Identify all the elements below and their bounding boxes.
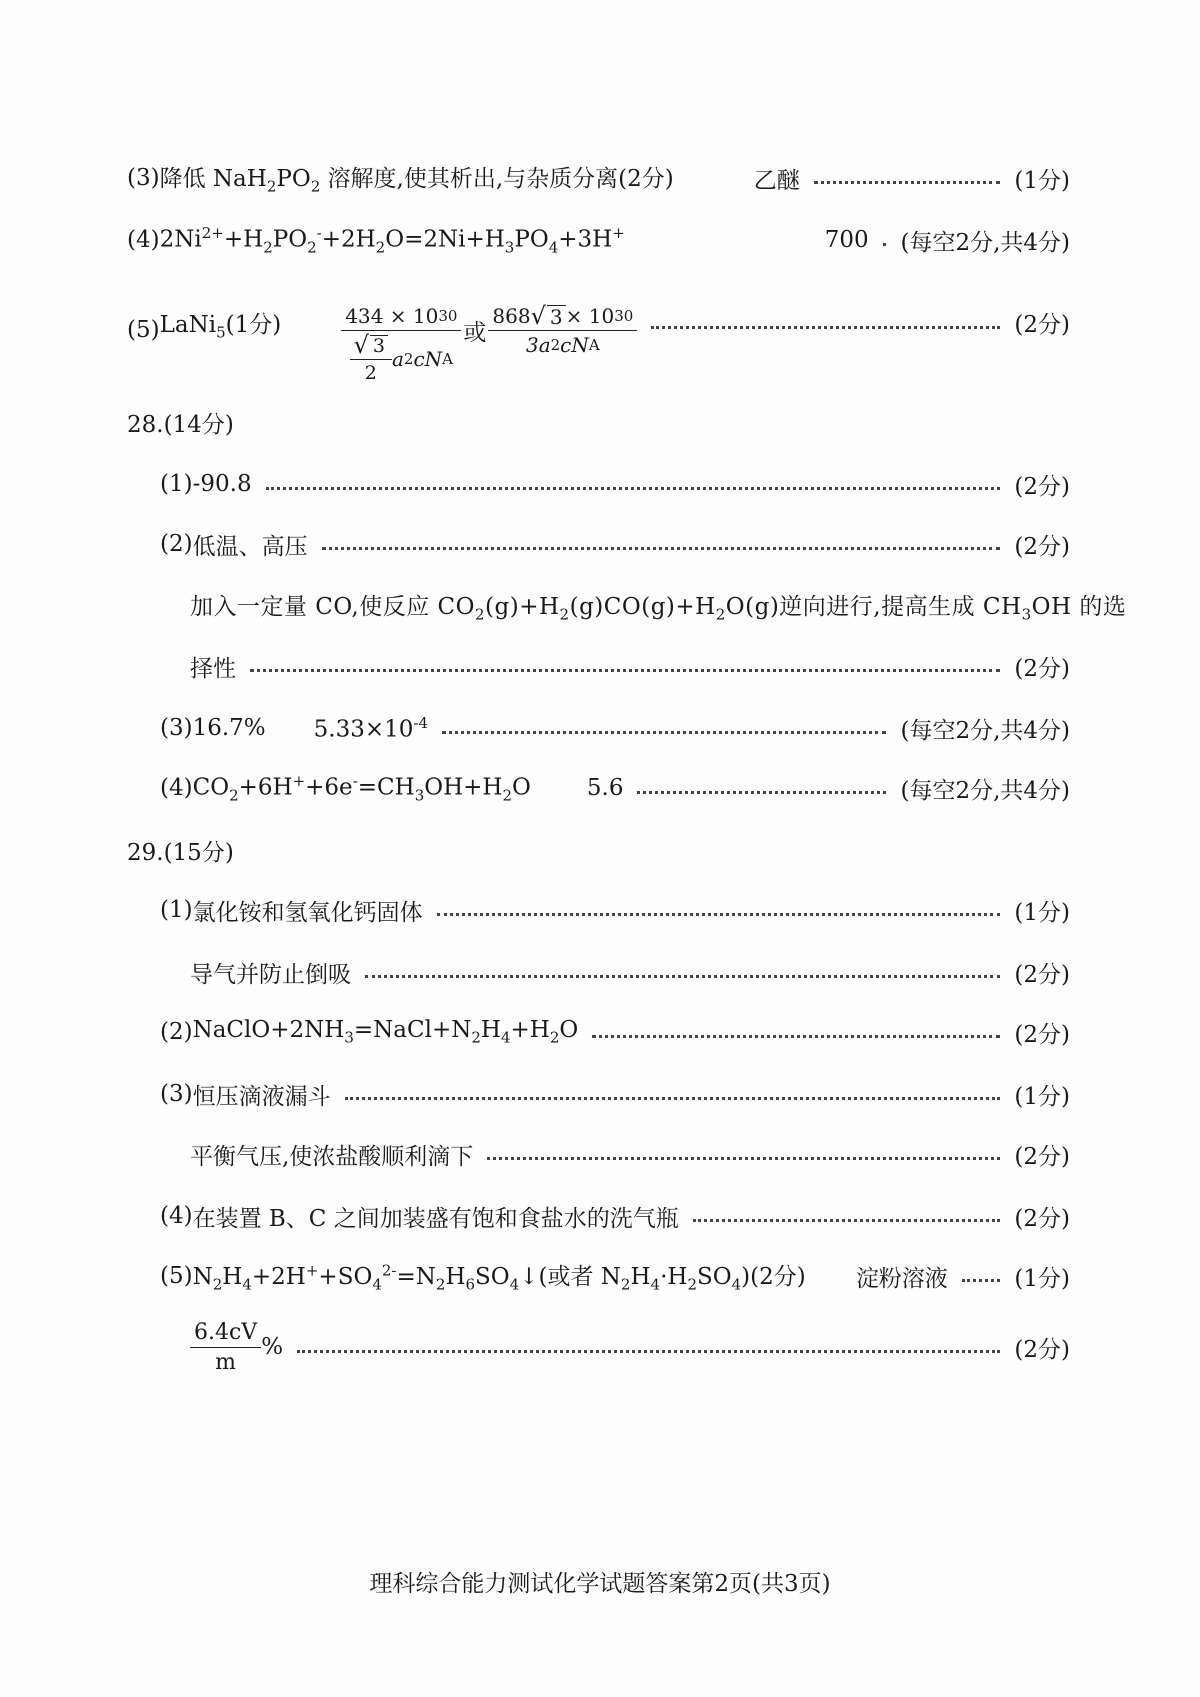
q28-part2-explanation: 加入一定量 CO,使反应 $CO_2(g)+H_2(g)CO(g)+H_2O(g)$逆向进行,提高生成 $CH_3OH$ 的选 — [190, 594, 1127, 624]
q29-part3b: 平衡气压,使浓盐酸顺利滴下 (2分) — [190, 1143, 1070, 1170]
answer-text: 700 — [824, 227, 869, 253]
score: (每空2分,共4分) — [900, 229, 1070, 256]
purity-fraction: $\frac{6.4cV}{m}$ — [190, 1320, 261, 1375]
part-label: (3) — [127, 165, 160, 191]
q28-part1: (1) -90.8 (2分) — [160, 471, 1070, 500]
leader-dots — [814, 181, 1001, 184]
q29-part4: (4) 在装置 B、C 之间加装盛有饱和食盐水的洗气瓶 (2分) — [160, 1203, 1070, 1232]
q27-part5: (5) LaNi$_5$(1分) 434 × 10 30 √ 3 2 a 2 cN A 或 868 √ 3 × 10 30 3a 2 cN A (2分) — [127, 301, 1070, 384]
q29-part3: (3) 恒压滴液漏斗 (1分) — [160, 1081, 1070, 1110]
q28-part3: (3) 16.7% $5.33\times 10^{-4}$ (每空2分,共4分) — [160, 713, 1070, 744]
q29-part2: (2) $NaClO+2NH_3=NaCl+N_2H_4+H_2O$ (2分) — [160, 1017, 1070, 1048]
q28-part2-explanation-end: 择性 (2分) — [190, 655, 1070, 682]
part-label: (4) — [127, 227, 160, 253]
answer-text: 乙醚 — [753, 167, 800, 194]
q29-part1b: 导气并防止倒吸 (2分) — [190, 961, 1070, 988]
question-28-heading: 28.(14分) — [127, 411, 234, 438]
score: (2分) — [1014, 312, 1070, 338]
q28-part4: (4) $CO_2+6H^++6e^-=CH_3OH+H_2O$ 5.6 (每空2分,共4分) — [160, 771, 1070, 805]
score: (1分) — [1014, 167, 1070, 194]
q28-part2: (2) 低温、高压 (2分) — [160, 531, 1070, 560]
equation: $2Ni^{2+}+H_2PO_2^-+2H_2O=2Ni+H_3PO_4+3H^+$ — [159, 223, 625, 257]
question-29-heading: 29.(15分) — [127, 839, 234, 866]
q29-part5b: $\frac{6.4cV}{m}$ % (2分) — [190, 1312, 1070, 1382]
q29-part1: (1) 氯化铵和氢氧化钙固体 (1分) — [160, 897, 1070, 926]
q27-part4 — [127, 220, 1070, 260]
density-fraction-2: 868 √ 3 × 10 30 3a 2 cN A — [488, 304, 637, 357]
q27-part3: (3) 降低 $NaH_2PO_2$ 溶解度,使其析出,与杂质分离(2分) 乙醚 (1分) — [127, 158, 1070, 198]
density-fraction-1: 434 × 10 30 √ 3 2 a 2 cN A — [341, 304, 461, 384]
page-footer: 理科综合能力测试化学试题答案第2页(共3页) — [369, 1571, 831, 1597]
or-text: 或 — [463, 319, 487, 346]
leader-dots — [883, 243, 887, 246]
part-label: (5) — [127, 317, 160, 343]
q29-part5: (5) $N_2H_4+2H^++SO_4^{2-}=N_2H_6SO_4↓$(或者 $N_2H_4\cdot H_2SO_4)(2$分) 淀粉溶液 (1分) — [160, 1261, 1070, 1294]
leader-dots — [651, 326, 1000, 329]
